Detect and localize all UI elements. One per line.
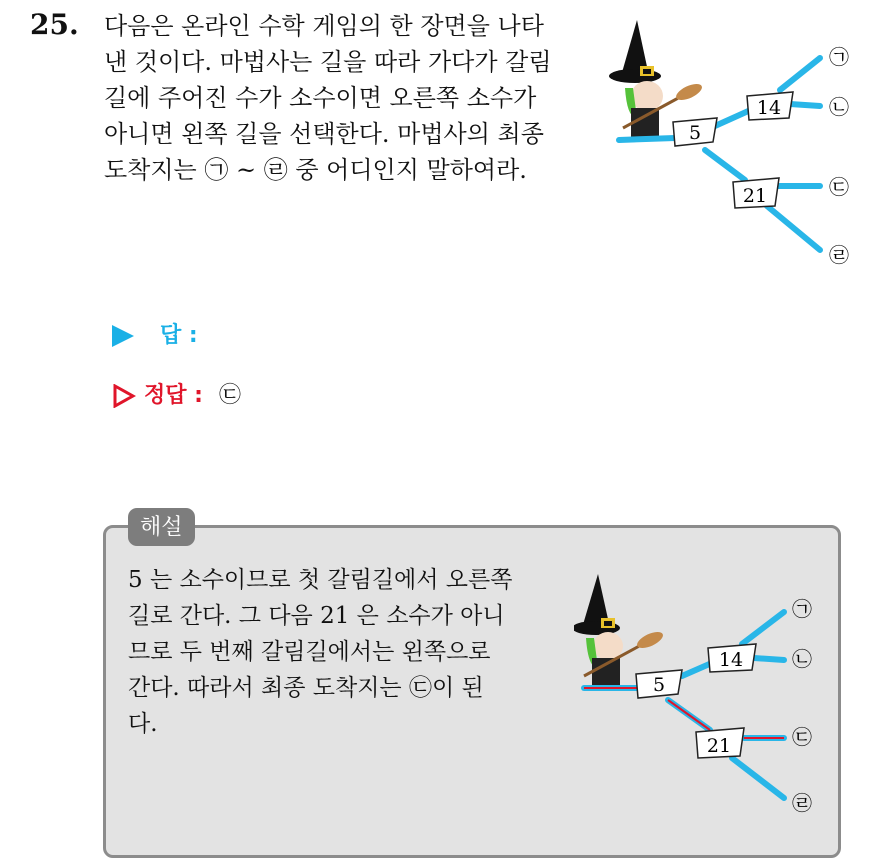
path-diagram: [605, 18, 865, 268]
question-line: 다음은 온라인 수학 게임의 한 장면을 나타: [104, 12, 544, 40]
question-line: 길에 주어진 수가 소수이면 오른쪽 소수가: [104, 84, 537, 112]
question-line: 도착지는 ㉠ ~ ㉣ 중 어디인지 말하여라.: [104, 156, 527, 184]
explanation-line: 다.: [128, 711, 158, 737]
number-label: 5: [688, 122, 702, 144]
question-line: 낸 것이다. 마법사는 길을 따라 가다가 갈림: [104, 48, 552, 76]
witch-illustration: [574, 574, 665, 686]
correct-answer-value: ㉢: [218, 383, 241, 408]
number-sign-21: [733, 178, 779, 208]
number-sign-14: [708, 644, 756, 672]
explanation-line: 5 는 소수이므로 첫 갈림길에서 오른쪽: [128, 567, 513, 593]
number-label: 5: [652, 674, 666, 696]
endpoint-label: ㉠: [792, 597, 812, 621]
answer-label: 답 :: [160, 323, 198, 348]
explanation-line: 므로 두 번째 갈림길에서는 왼쪽으로: [128, 639, 491, 665]
number-sign-14: [747, 92, 793, 120]
endpoint-label: ㉢: [792, 725, 812, 749]
explanation-line: 길로 간다. 그 다음 21 은 소수가 아니: [128, 603, 505, 629]
number-sign-5: [636, 670, 682, 698]
endpoint-label: ㉠: [829, 45, 849, 69]
endpoint-label: ㉣: [829, 243, 849, 267]
question-text: [104, 8, 594, 188]
solution-path-diagram: [574, 572, 830, 822]
number-label: 21: [742, 185, 768, 207]
endpoint-label: ㉣: [792, 791, 812, 815]
number-sign-21: [696, 728, 744, 758]
explanation-text: [128, 562, 558, 742]
question-number: 25.: [30, 8, 79, 41]
correct-answer-row: [112, 378, 241, 409]
number-label: 14: [756, 97, 782, 119]
explanation-line: 간다. 따라서 최종 도착지는 ㉢이 된: [128, 675, 484, 701]
endpoint-label: ㉡: [829, 95, 849, 119]
outline-triangle-icon: [112, 384, 136, 408]
play-triangle-icon: [112, 325, 134, 347]
number-sign-5: [673, 118, 717, 146]
correct-answer-label: 정답 :: [144, 383, 203, 408]
explanation-tab: 해설: [128, 508, 195, 546]
question-line: 아니면 왼쪽 길을 선택한다. 마법사의 최종: [104, 120, 544, 148]
endpoint-label: ㉢: [829, 175, 849, 199]
number-label: 14: [718, 649, 744, 671]
answer-row: [112, 318, 198, 349]
number-label: 21: [706, 735, 732, 757]
endpoint-label: ㉡: [792, 647, 812, 671]
